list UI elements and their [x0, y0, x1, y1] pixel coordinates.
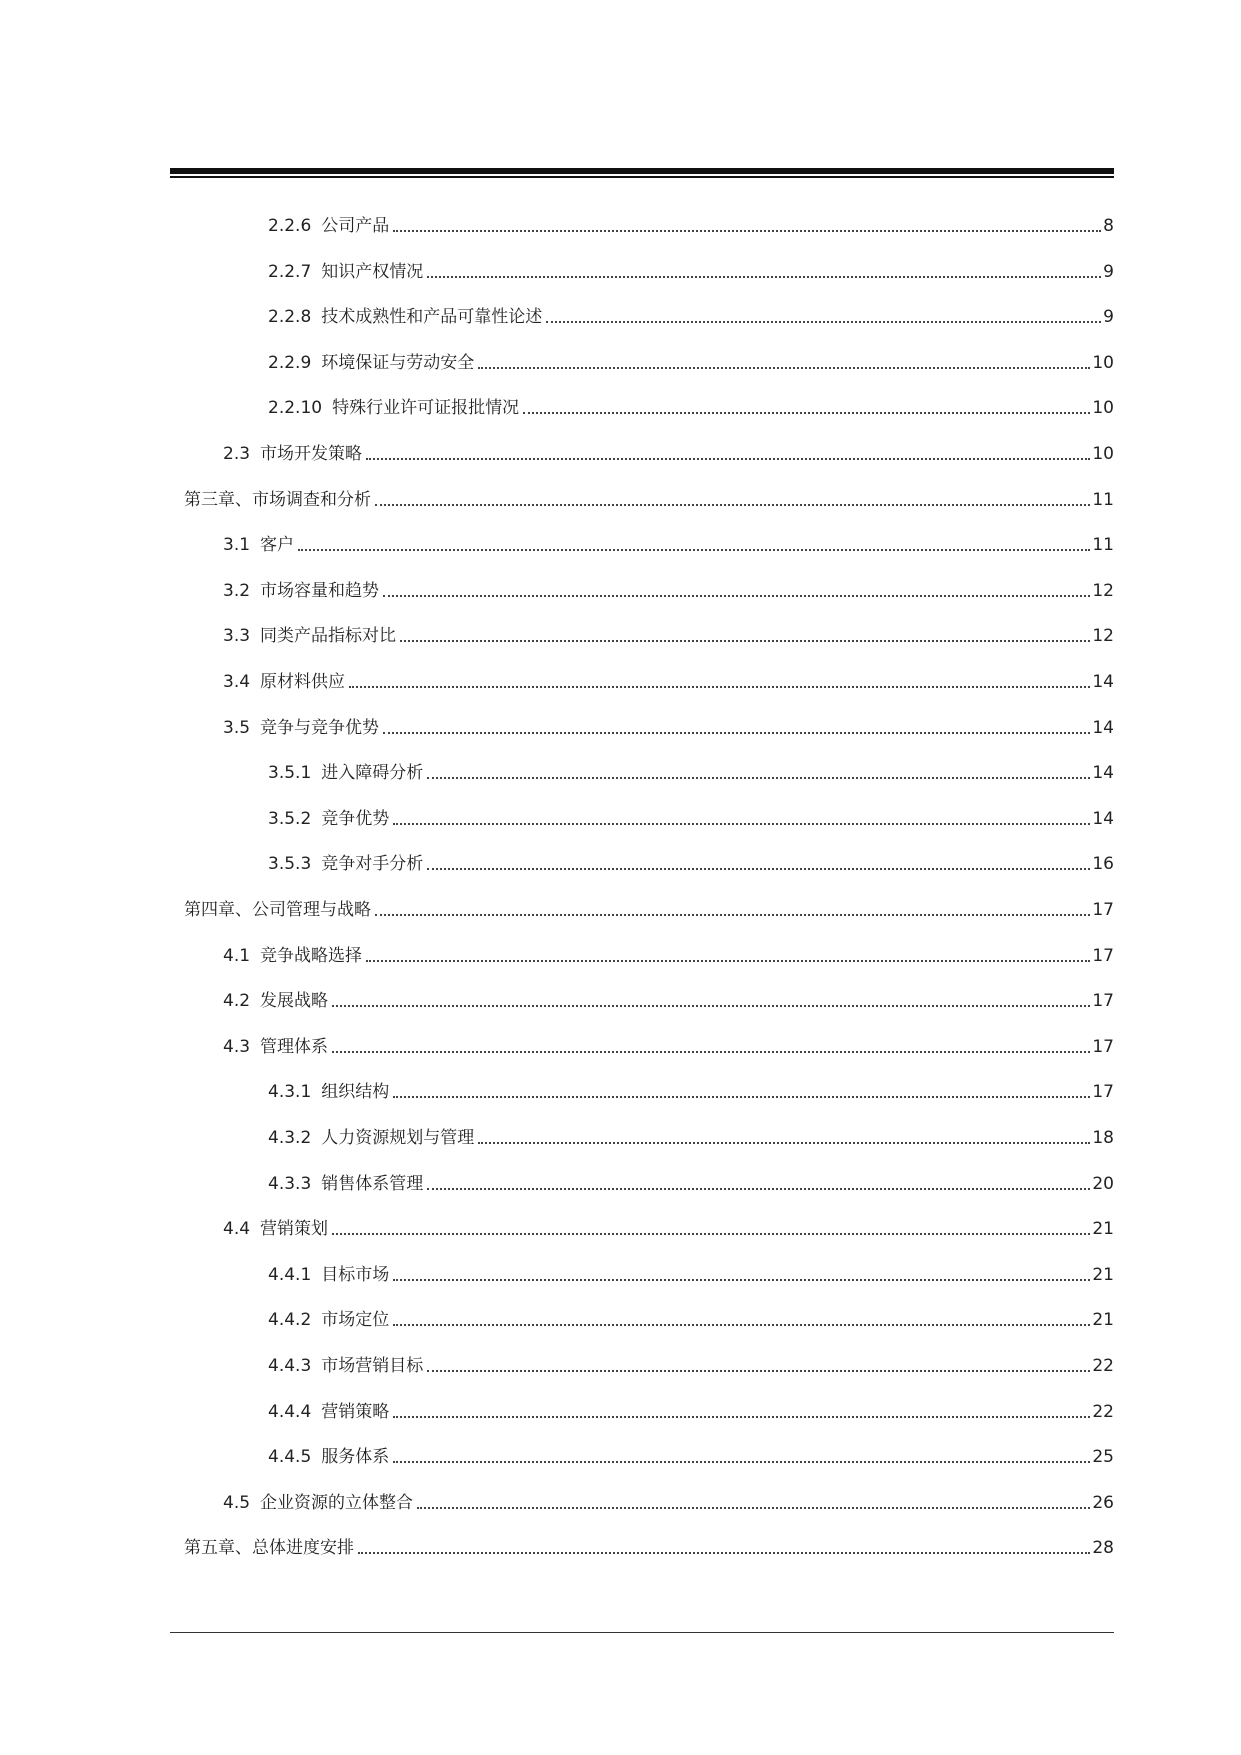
toc-entry[interactable]	[268, 758, 1114, 784]
toc-entry[interactable]	[223, 713, 1114, 739]
toc-entry-number: 3.5.1	[268, 763, 312, 784]
toc-entry-title: 竞争战略选择	[260, 945, 363, 966]
toc-entry-page-number: 14	[1092, 672, 1114, 692]
toc-entry[interactable]	[223, 576, 1114, 602]
toc-entry-number: 4.4.5	[268, 1447, 312, 1468]
toc-entry-number: 2.3	[223, 444, 251, 464]
toc-entry[interactable]	[223, 941, 1114, 967]
toc-dot-leader	[400, 640, 1090, 642]
toc-entry-page-number: 17	[1092, 991, 1114, 1012]
toc-entry-page-number: 12	[1092, 580, 1114, 601]
toc-entry-page-number: 26	[1092, 1492, 1114, 1513]
toc-dot-leader	[349, 686, 1090, 688]
toc-entry-title: 第三章、市场调查和分析	[184, 489, 371, 510]
toc-entry-title: 竞争优势	[321, 808, 390, 829]
toc-entry-page-number: 18	[1092, 1128, 1114, 1148]
toc-entry[interactable]	[268, 1442, 1114, 1468]
toc-entry-number: 3.1	[223, 535, 251, 556]
toc-entry-page-number: 14	[1092, 763, 1114, 784]
toc-entry[interactable]	[184, 895, 1114, 921]
toc-entry[interactable]	[268, 302, 1114, 328]
toc-entry[interactable]	[184, 485, 1114, 511]
toc-entry[interactable]	[268, 1077, 1114, 1103]
toc-dot-leader	[393, 1096, 1090, 1098]
toc-entry[interactable]	[223, 1032, 1114, 1058]
toc-entry[interactable]	[223, 439, 1114, 465]
toc-entry[interactable]	[223, 621, 1114, 647]
toc-entry[interactable]	[268, 348, 1114, 374]
toc-entry-number: 4.4.2	[268, 1310, 312, 1331]
toc-entry[interactable]	[223, 1214, 1114, 1240]
toc-entry-number: 3.5.3	[268, 854, 312, 875]
toc-entry-number: 4.5	[223, 1492, 251, 1513]
toc-entry-page-number: 21	[1092, 1264, 1114, 1285]
toc-dot-leader	[332, 1233, 1090, 1235]
toc-entry[interactable]	[268, 257, 1114, 283]
toc-entry-title: 同类产品指标对比	[260, 626, 397, 647]
toc-entry-title: 环境保证与劳动安全	[321, 352, 475, 373]
toc-dot-leader	[375, 504, 1090, 506]
toc-entry-page-number: 17	[1092, 1082, 1114, 1103]
toc-entry-title: 市场营销目标	[321, 1356, 424, 1376]
toc-entry-page-number: 9	[1103, 261, 1114, 282]
toc-entry-page-number: 22	[1092, 1401, 1114, 1422]
toc-entry-title: 知识产权情况	[321, 261, 424, 282]
toc-entry-title: 服务体系	[321, 1447, 390, 1468]
toc-entry-number: 2.2.9	[268, 352, 312, 373]
toc-entry-title: 竞争与竞争优势	[260, 717, 380, 738]
toc-dot-leader	[546, 321, 1101, 323]
toc-entry[interactable]	[268, 393, 1114, 419]
toc-dot-leader	[478, 1142, 1090, 1144]
toc-entry-page-number: 12	[1092, 626, 1114, 647]
toc-dot-leader	[375, 914, 1090, 916]
toc-entry-number: 4.1	[223, 945, 251, 966]
toc-entry-page-number: 10	[1092, 444, 1114, 464]
toc-dot-leader	[427, 1188, 1090, 1190]
toc-entry-title: 客户	[260, 535, 295, 556]
toc-entry[interactable]	[268, 1305, 1114, 1331]
toc-dot-leader	[417, 1507, 1090, 1509]
toc-entry-number: 3.3	[223, 626, 251, 647]
toc-dot-leader	[332, 1051, 1090, 1053]
toc-entry-page-number: 11	[1092, 489, 1114, 510]
toc-entry-page-number: 20	[1092, 1173, 1114, 1194]
toc-dot-leader	[427, 868, 1090, 870]
toc-entry-page-number: 17	[1092, 1036, 1114, 1057]
toc-dot-leader	[393, 1324, 1090, 1326]
toc-entry-number: 3.5.2	[268, 808, 312, 829]
toc-entry-title: 原材料供应	[260, 672, 346, 692]
toc-dot-leader	[427, 276, 1101, 278]
toc-entry-number: 4.4.3	[268, 1356, 312, 1376]
toc-entry-page-number: 17	[1092, 900, 1114, 920]
toc-entry-title: 市场开发策略	[260, 444, 363, 464]
toc-dot-leader	[427, 777, 1090, 779]
toc-dot-leader	[366, 960, 1090, 962]
toc-entry-page-number: 10	[1092, 352, 1114, 373]
toc-entry-number: 2.2.8	[268, 307, 312, 328]
toc-entry[interactable]	[268, 1169, 1114, 1195]
toc-entry[interactable]	[268, 804, 1114, 830]
toc-entry[interactable]	[184, 1533, 1114, 1559]
toc-entry-title: 目标市场	[321, 1264, 390, 1285]
toc-entry-page-number: 28	[1092, 1538, 1114, 1559]
toc-entry[interactable]	[268, 1260, 1114, 1286]
toc-entry-page-number: 16	[1092, 854, 1114, 875]
toc-entry-title: 公司产品	[321, 216, 390, 236]
toc-entry-title: 市场容量和趋势	[260, 580, 380, 601]
toc-entry-page-number: 14	[1092, 717, 1114, 738]
toc-entry-number: 2.2.6	[268, 216, 312, 236]
toc-entry-page-number: 10	[1092, 398, 1114, 419]
toc-entry[interactable]	[223, 1488, 1114, 1514]
toc-entry-page-number: 8	[1103, 216, 1114, 236]
toc-entry-page-number: 17	[1092, 945, 1114, 966]
toc-entry[interactable]	[268, 1351, 1114, 1377]
toc-entry-title: 第四章、公司管理与战略	[184, 900, 371, 920]
toc-entry-number: 4.3	[223, 1036, 251, 1057]
toc-entry-number: 3.4	[223, 672, 251, 692]
toc-dot-leader	[393, 1279, 1090, 1281]
toc-entry-page-number: 14	[1092, 808, 1114, 829]
toc-entry[interactable]	[223, 986, 1114, 1012]
toc-dot-leader	[298, 549, 1090, 551]
toc-entry-title: 技术成熟性和产品可靠性论述	[321, 307, 543, 328]
toc-entry-page-number: 11	[1092, 535, 1114, 556]
toc-dot-leader	[393, 1416, 1090, 1418]
toc-entry-page-number: 9	[1103, 307, 1114, 328]
toc-entry-number: 4.4.1	[268, 1264, 312, 1285]
toc-entry-number: 4.2	[223, 991, 251, 1012]
toc-entry[interactable]	[223, 530, 1114, 556]
toc-entry-title: 营销策略	[321, 1401, 390, 1422]
toc-entry-number: 4.3.3	[268, 1173, 312, 1194]
toc-entry[interactable]	[268, 1123, 1114, 1149]
toc-entry[interactable]	[268, 211, 1114, 237]
toc-entry-number: 2.2.7	[268, 261, 312, 282]
toc-entry[interactable]	[268, 849, 1114, 875]
toc-entry-title: 进入障碍分析	[321, 763, 424, 784]
toc-dot-leader	[366, 458, 1090, 460]
toc-entry-title: 竞争对手分析	[321, 854, 424, 875]
toc-entry-number: 4.4.4	[268, 1401, 312, 1422]
toc-dot-leader	[332, 1005, 1090, 1007]
toc-entry-number: 4.3.2	[268, 1128, 312, 1148]
toc-entry-title: 市场定位	[321, 1310, 390, 1331]
toc-entry[interactable]	[268, 1397, 1114, 1423]
toc-entry-page-number: 25	[1092, 1447, 1114, 1468]
toc-entry-title: 组织结构	[321, 1082, 390, 1103]
toc-entry-title: 管理体系	[260, 1036, 329, 1057]
toc-entry-page-number: 22	[1092, 1356, 1114, 1376]
toc-entry-page-number: 21	[1092, 1219, 1114, 1240]
toc-dot-leader	[358, 1552, 1090, 1554]
toc-dot-leader	[393, 823, 1090, 825]
toc-dot-leader	[383, 595, 1090, 597]
toc-entry-title: 企业资源的立体整合	[260, 1492, 414, 1513]
toc-dot-leader	[383, 732, 1090, 734]
toc-dot-leader	[478, 367, 1090, 369]
toc-entry-number: 4.4	[223, 1219, 251, 1240]
toc-dot-leader	[523, 412, 1090, 414]
toc-entry-title: 营销策划	[260, 1219, 329, 1240]
toc-entry-number: 2.2.10	[268, 398, 323, 419]
toc-entry-title: 特殊行业许可证报批情况	[332, 398, 520, 419]
toc-entry-number: 4.3.1	[268, 1082, 312, 1103]
toc-entry-title: 第五章、总体进度安排	[184, 1538, 354, 1559]
toc-entry-title: 人力资源规划与管理	[321, 1128, 475, 1148]
toc-dot-leader	[427, 1370, 1090, 1372]
toc-entry-title: 销售体系管理	[321, 1173, 424, 1194]
footer-rule	[170, 1632, 1114, 1633]
toc-entry-title: 发展战略	[260, 991, 329, 1012]
toc-entry-page-number: 21	[1092, 1310, 1114, 1331]
toc-entry[interactable]	[223, 667, 1114, 693]
toc-dot-leader	[393, 1461, 1090, 1463]
toc-entry-number: 3.5	[223, 717, 251, 738]
toc-entry-number: 3.2	[223, 580, 251, 601]
toc-dot-leader	[393, 230, 1101, 232]
